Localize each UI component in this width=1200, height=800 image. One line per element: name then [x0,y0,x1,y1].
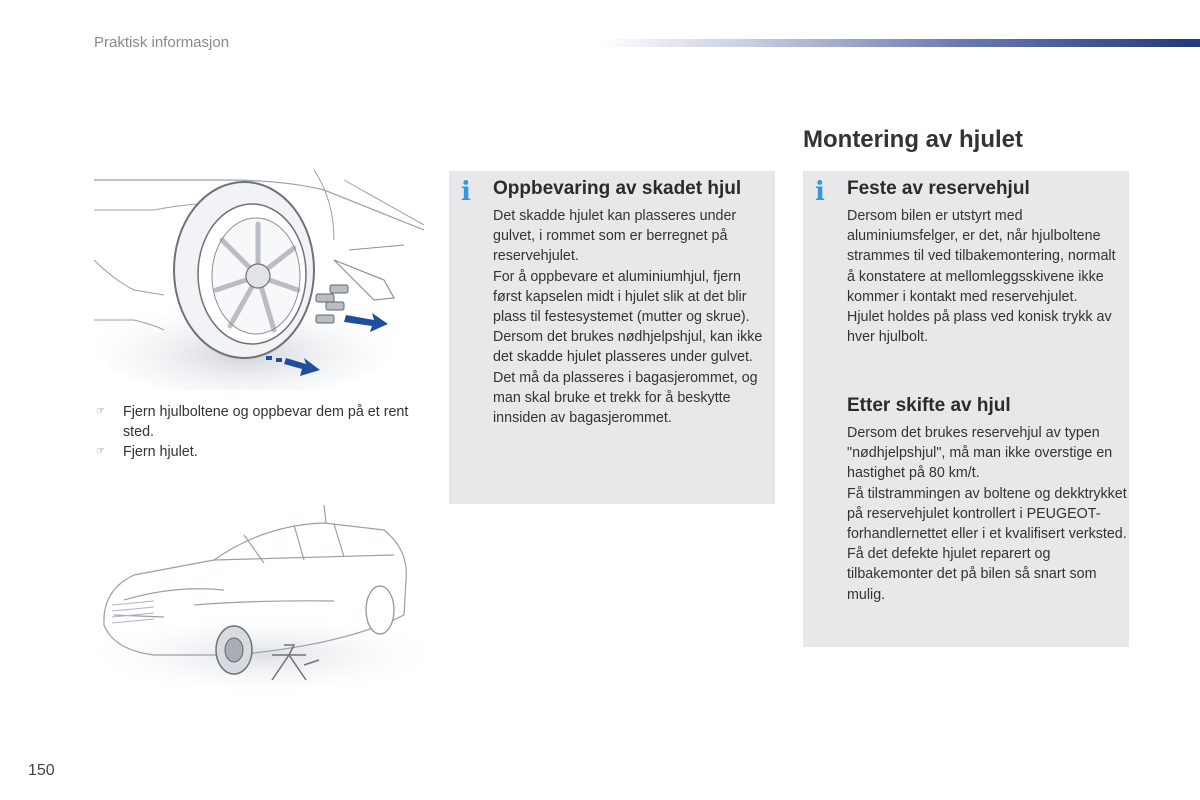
panel-heading: Oppbevaring av skadet hjul [493,178,742,199]
paragraph: Få tilstrammingen av boltene og dekktrykket på reservehjulet kontrollert i PEUGEOT-forhandlernettet eller i et kvalifisert verksted. [847,485,1127,543]
header-accent-bar [600,39,1200,47]
panel-heading: Feste av reservehjul [847,178,1030,199]
page-number: 150 [28,762,55,779]
paragraph: Få det defekte hjulet reparert og tilbakemonter det på bilen så snart som mulig. [847,546,1097,603]
step-item [94,402,414,442]
running-header: Praktisk informasjon [94,34,230,51]
paragraph: Det skadde hjulet kan plasseres under gulvet, i rommet som er berregnet på reservehjulet. [493,208,737,265]
paragraph: For å oppbevare et aluminiumhjul, fjern først kapselen midt i hjulet slik at det blir plass til festesystemet (mutter og skrue). [493,268,750,326]
step-text: Fjern hjulboltene og oppbevar dem på et rent sted. [123,404,409,441]
panel-body [493,206,763,428]
wheel-removal-illustration [94,170,424,390]
panel-subheading: Etter skifte av hjul [847,395,1011,416]
step-list [94,402,414,463]
mounting-info-panel [803,171,1129,647]
panel-body [847,423,1127,605]
paragraph: Dersom det brukes nødhjelpshjul, kan ikke det skadde hjulet plasseres under gulvet. Det må da plasseres i bagasjerommet, og man skal bruke et trekk for å beskytte innsiden av bagasjerommet. [493,329,763,427]
pointing-hand-icon: ☞ [96,406,105,417]
info-icon: i [815,177,825,207]
step-item [94,442,414,462]
step-text: Fjern hjulet. [123,444,198,461]
section-title: Montering av hjulet [803,126,1024,153]
storage-info-panel [449,171,775,504]
car-on-jack-illustration [94,505,424,695]
paragraph: Dersom bilen er utstyrt med aluminiumsfelger, er det, når hjulboltene strammes til ved tilbakemontering, normalt å konstatere at mellomleggsskivene ikke kommer i kontakt med reservehjulet. Hjulet holdes på plass ved konisk trykk av hver hjulbolt. [847,208,1116,346]
info-icon: i [461,177,471,207]
paragraph: Dersom det brukes reservehjul av typen "nødhjelpshjul", må man ikke overstige en hastighet på 80 km/t. [847,425,1113,482]
pointing-hand-icon: ☞ [96,446,105,458]
panel-body [847,206,1117,347]
